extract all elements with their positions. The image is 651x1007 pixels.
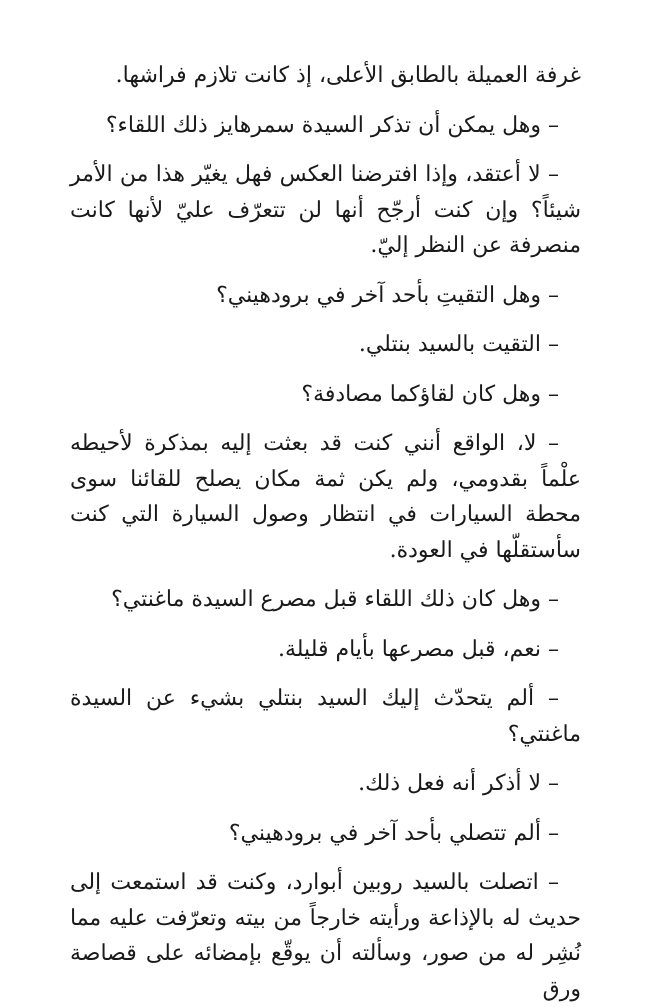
dialogue-line: – لا أعتقد، وإذا افترضنا العكس فهل يغيّر هذا من الأمر شيئاً؟ وإن كنت أرجّح أنها لن تتعرّف عليّ لأنها كانت منصرفة عن النظر إليّ. <box>70 162 581 258</box>
dialogue-line: – اتصلت بالسيد روبين أبوارد، وكنت قد استمعت إلى حديث له بالإذاعة ورأيته خارجاً من بيته وتعرّفت عليه مما نُشِر له من صور، وسألته أن يوقّع بإمضائه على قصاصة ورق <box>70 870 581 1002</box>
dialogue-line: – وهل كان ذلك اللقاء قبل مصرع السيدة ماغنتي؟ <box>111 587 559 612</box>
dialogue-line: – نعم، قبل مصرعها بأيام قليلة. <box>277 636 559 662</box>
dialogue-line: – وهل التقيتِ بأحد آخر في برودهيني؟ <box>216 282 559 308</box>
dialogue-line: – التقيت بالسيد بنتلي. <box>358 332 559 357</box>
paragraph-continuation: غرفة العميلة بالطابق الأعلى، إذ كانت تلازم فراشها. <box>115 63 581 88</box>
dialogue-line: – وهل يمكن أن تذكر السيدة سمرهايز ذلك اللقاء؟ <box>105 112 559 138</box>
dialogue-line: – لا، الواقع أنني كنت قد بعثت إليه بمذكرة لأحيطه علْماً بقدومي، ولم يكن ثمة مكان يصلح للقائنا سوى محطة السيارات في انتظار وصول السيارة التي كنت سأستقلّها في العودة. <box>70 431 581 563</box>
dialogue-line: – ألم تتصلي بأحد آخر في برودهيني؟ <box>228 820 559 846</box>
dialogue-line: – لا أذكر أنه فعل ذلك. <box>358 771 559 796</box>
dialogue-line: – ألم يتحدّث إليك السيد بنتلي بشيء عن السيدة ماغنتي؟ <box>70 686 581 747</box>
dialogue-line: – وهل كان لقاؤكما مصادفة؟ <box>301 381 559 407</box>
